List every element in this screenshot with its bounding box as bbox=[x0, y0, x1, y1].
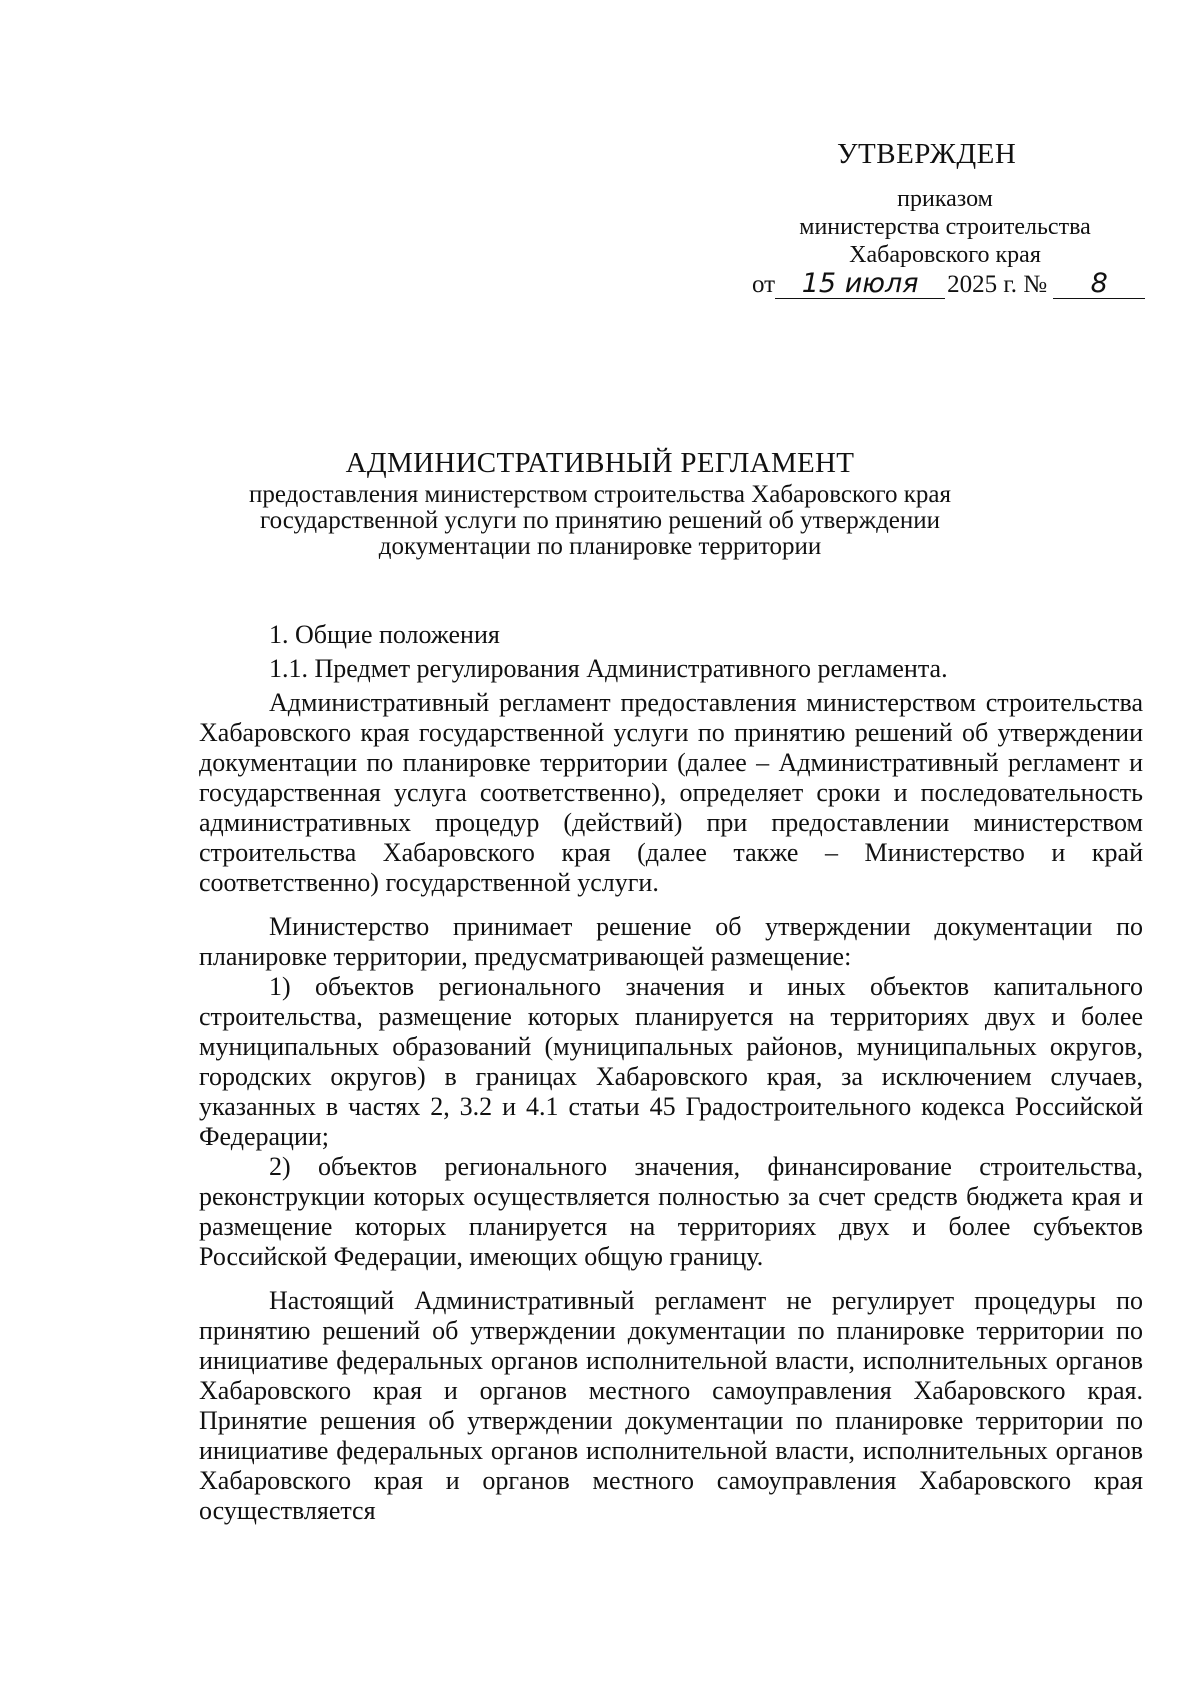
approval-date-line bbox=[752, 270, 1145, 299]
approval-ministry: министерства строительства bbox=[799, 214, 1091, 240]
list-item: 1) объектов регионального значения и иных объектов капитального строительства, размещение которых планируется на территориях двух и более муниципальных образований (муниципальных районов, муниципальных округов, городских округов) в границах Хабаровского края, за исключением случаев, указанных в частях 2, 3.2 и 4.1 статьи 45 Градостроительного кодекса Российской Федерации; bbox=[199, 972, 1143, 1151]
document-body bbox=[199, 620, 1143, 1526]
paragraph: Министерство принимает решение об утверждении документации по планировке территории, предусматривающей размещение: bbox=[199, 912, 1143, 971]
approval-region: Хабаровского края bbox=[849, 242, 1041, 268]
document-heading bbox=[200, 447, 1000, 560]
approval-title: УТВЕРЖДЕН bbox=[837, 138, 1017, 170]
document-subtitle-line-3: документации по планировке территории bbox=[378, 533, 822, 560]
section-heading: 1. Общие положения bbox=[269, 620, 500, 649]
approval-order-label: приказом bbox=[897, 186, 993, 212]
approval-block bbox=[745, 138, 1145, 269]
document-title: АДМИНИСТРАТИВНЫЙ РЕГЛАМЕНТ bbox=[345, 447, 855, 479]
handwritten-order-number: 8 bbox=[1053, 270, 1145, 299]
paragraph: Административный регламент предоставления министерством строительства Хабаровского края государственной услуги по принятию решений об утверждении документации по планировке территории (далее – Административный регламент и государственная услуга соответственно), определяет сроки и последовательность административных процедур (действий) при предоставлении министерством строительства Хабаровского края (далее также – Министерство и край соответственно) государственной услуги. bbox=[199, 688, 1143, 897]
document-subtitle-line-1: предоставления министерством строительства Хабаровского края bbox=[249, 481, 951, 508]
list-item: 2) объектов регионального значения, финансирование строительства, реконструкции которых осуществляется полностью за счет средств бюджета края и размещение которых планируется на территориях двух и более субъектов Российской Федерации, имеющих общую границу. bbox=[199, 1152, 1143, 1271]
handwritten-date: 15 июля bbox=[775, 270, 945, 299]
paragraph: Настоящий Административный регламент не регулирует процедуры по принятию решений об утверждении документации по планировке территории по инициативе федеральных органов исполнительной власти, исполнительных органов Хабаровского края и органов местного самоуправления Хабаровского края. Принятие решения об утверждении документации по планировке территории по инициативе федеральных органов исполнительной власти, исполнительных органов Хабаровского края и органов местного самоуправления Хабаровского края осуществляется bbox=[199, 1286, 1143, 1525]
document-subtitle-line-2: государственной услуги по принятию решений об утверждении bbox=[259, 507, 941, 534]
date-year: 2025 г. № bbox=[947, 271, 1048, 298]
date-prefix: от bbox=[752, 271, 776, 298]
subsection-heading: 1.1. Предмет регулирования Административного регламента. bbox=[269, 654, 948, 683]
